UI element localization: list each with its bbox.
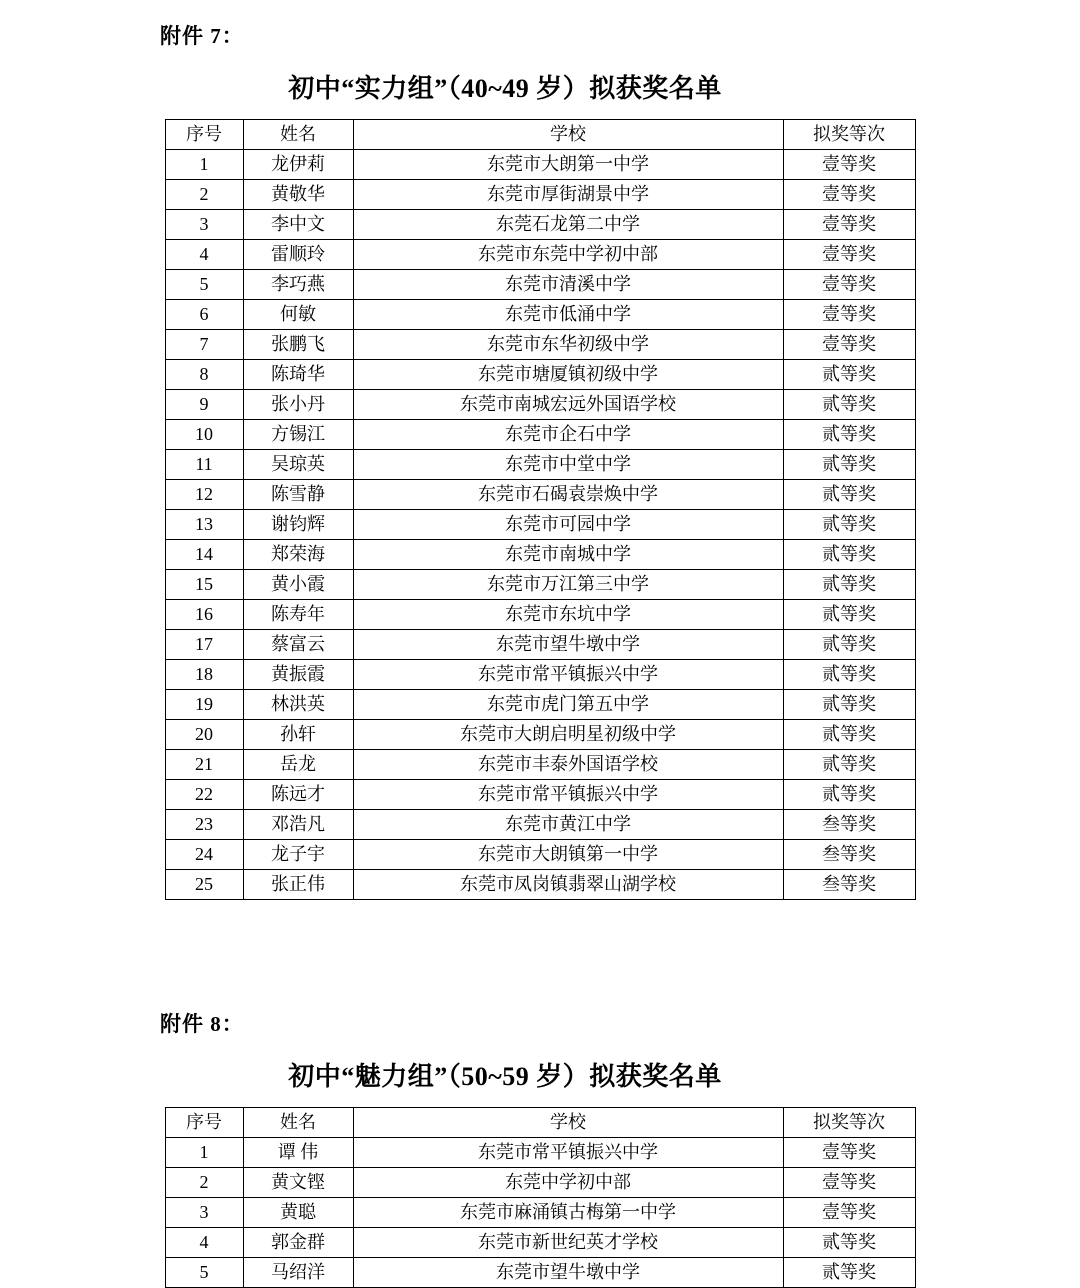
cell-award: 贰等奖 (783, 780, 915, 810)
cell-school: 东莞市凤岗镇翡翠山湖学校 (353, 870, 783, 900)
table-row (165, 540, 915, 570)
cell-index: 25 (165, 870, 243, 900)
column-header-name: 姓名 (243, 120, 353, 150)
cell-index: 3 (165, 210, 243, 240)
table-row (165, 690, 915, 720)
cell-award: 贰等奖 (783, 630, 915, 660)
cell-school: 东莞市可园中学 (353, 510, 783, 540)
column-header-award: 拟奖等次 (783, 1108, 915, 1138)
column-header-index: 序号 (165, 1108, 243, 1138)
cell-index: 16 (165, 600, 243, 630)
section-title-8: 初中“魅力组”（50~59 岁）拟获奖名单 (288, 1062, 722, 1091)
cell-name: 马绍洋 (243, 1258, 353, 1288)
cell-award: 贰等奖 (783, 1228, 915, 1258)
table-row (165, 1228, 915, 1258)
cell-index: 5 (165, 1258, 243, 1288)
cell-award: 贰等奖 (783, 600, 915, 630)
cell-index: 4 (165, 1228, 243, 1258)
cell-award: 壹等奖 (783, 180, 915, 210)
cell-index: 18 (165, 660, 243, 690)
cell-award: 壹等奖 (783, 270, 915, 300)
table-row (165, 510, 915, 540)
cell-award: 贰等奖 (783, 420, 915, 450)
table-body-8 (165, 1138, 915, 1288)
cell-award: 叁等奖 (783, 840, 915, 870)
cell-name: 陈寿年 (243, 600, 353, 630)
table-row (165, 210, 915, 240)
cell-award: 壹等奖 (783, 210, 915, 240)
cell-name: 张小丹 (243, 390, 353, 420)
cell-name: 黄小霞 (243, 570, 353, 600)
cell-award: 贰等奖 (783, 540, 915, 570)
table-row (165, 630, 915, 660)
column-header-index: 序号 (165, 120, 243, 150)
cell-name: 黄聪 (243, 1198, 353, 1228)
cell-award: 壹等奖 (783, 1138, 915, 1168)
cell-school: 东莞市大朗镇第一中学 (353, 840, 783, 870)
cell-index: 2 (165, 1168, 243, 1198)
cell-index: 5 (165, 270, 243, 300)
table-row (165, 330, 915, 360)
table-row (165, 1138, 915, 1168)
cell-name: 谭 伟 (243, 1138, 353, 1168)
cell-name: 龙伊莉 (243, 150, 353, 180)
table-row (165, 480, 915, 510)
table-row (165, 720, 915, 750)
cell-name: 郑荣海 (243, 540, 353, 570)
cell-name: 李巧燕 (243, 270, 353, 300)
cell-award: 壹等奖 (783, 150, 915, 180)
cell-index: 8 (165, 360, 243, 390)
cell-name: 岳龙 (243, 750, 353, 780)
cell-index: 21 (165, 750, 243, 780)
cell-index: 6 (165, 300, 243, 330)
cell-school: 东莞市望牛墩中学 (353, 630, 783, 660)
cell-award: 贰等奖 (783, 510, 915, 540)
table-row (165, 240, 915, 270)
table-row (165, 840, 915, 870)
cell-award: 贰等奖 (783, 390, 915, 420)
cell-award: 壹等奖 (783, 240, 915, 270)
cell-index: 2 (165, 180, 243, 210)
cell-name: 何敏 (243, 300, 353, 330)
cell-index: 22 (165, 780, 243, 810)
cell-name: 李中文 (243, 210, 353, 240)
table-row (165, 270, 915, 300)
cell-school: 东莞市东坑中学 (353, 600, 783, 630)
cell-school: 东莞市大朗第一中学 (353, 150, 783, 180)
table-row (165, 600, 915, 630)
cell-award: 壹等奖 (783, 1168, 915, 1198)
cell-index: 17 (165, 630, 243, 660)
cell-name: 孙轩 (243, 720, 353, 750)
table-row (165, 1168, 915, 1198)
cell-school: 东莞市清溪中学 (353, 270, 783, 300)
cell-name: 蔡富云 (243, 630, 353, 660)
table-row (165, 300, 915, 330)
cell-school: 东莞市常平镇振兴中学 (353, 1138, 783, 1168)
cell-award: 贰等奖 (783, 1258, 915, 1288)
cell-name: 陈雪静 (243, 480, 353, 510)
cell-index: 11 (165, 450, 243, 480)
cell-name: 谢钧辉 (243, 510, 353, 540)
column-header-name: 姓名 (243, 1108, 353, 1138)
cell-school: 东莞市低涌中学 (353, 300, 783, 330)
cell-name: 张鹏飞 (243, 330, 353, 360)
cell-award: 叁等奖 (783, 870, 915, 900)
table-row (165, 660, 915, 690)
cell-index: 19 (165, 690, 243, 720)
cell-school: 东莞市常平镇振兴中学 (353, 780, 783, 810)
cell-award: 贰等奖 (783, 570, 915, 600)
table-row (165, 870, 915, 900)
section-title-7: 初中“实力组”（40~49 岁）拟获奖名单 (288, 74, 722, 103)
cell-school: 东莞市厚街湖景中学 (353, 180, 783, 210)
column-header-award: 拟奖等次 (783, 120, 915, 150)
award-table-8 (165, 1107, 916, 1288)
cell-school: 东莞市黄江中学 (353, 810, 783, 840)
cell-award: 贰等奖 (783, 450, 915, 480)
table-header-row (165, 1108, 915, 1138)
cell-award: 贰等奖 (783, 690, 915, 720)
cell-school: 东莞市企石中学 (353, 420, 783, 450)
cell-index: 1 (165, 1138, 243, 1168)
cell-school: 东莞市虎门第五中学 (353, 690, 783, 720)
cell-school: 东莞中学初中部 (353, 1168, 783, 1198)
cell-name: 黄敬华 (243, 180, 353, 210)
cell-index: 14 (165, 540, 243, 570)
cell-index: 4 (165, 240, 243, 270)
column-header-school: 学校 (353, 1108, 783, 1138)
cell-name: 龙子宇 (243, 840, 353, 870)
cell-name: 雷顺玲 (243, 240, 353, 270)
cell-school: 东莞市大朗启明星初级中学 (353, 720, 783, 750)
cell-name: 张正伟 (243, 870, 353, 900)
attachment-label-8: 附件 8： (160, 1012, 244, 1036)
cell-name: 郭金群 (243, 1228, 353, 1258)
table-row (165, 810, 915, 840)
cell-school: 东莞市麻涌镇古梅第一中学 (353, 1198, 783, 1228)
cell-award: 贰等奖 (783, 360, 915, 390)
cell-award: 贰等奖 (783, 750, 915, 780)
table-row (165, 360, 915, 390)
cell-award: 壹等奖 (783, 1198, 915, 1228)
cell-award: 贰等奖 (783, 720, 915, 750)
cell-school: 东莞市中堂中学 (353, 450, 783, 480)
table-row (165, 1198, 915, 1228)
award-table-7 (165, 119, 916, 900)
table-row (165, 570, 915, 600)
cell-award: 贰等奖 (783, 480, 915, 510)
table-body-7 (165, 150, 915, 900)
cell-index: 1 (165, 150, 243, 180)
attachment-section-8 (0, 1008, 1080, 1288)
table-row (165, 150, 915, 180)
cell-name: 林洪英 (243, 690, 353, 720)
cell-school: 东莞市常平镇振兴中学 (353, 660, 783, 690)
cell-name: 陈琦华 (243, 360, 353, 390)
cell-index: 10 (165, 420, 243, 450)
cell-index: 3 (165, 1198, 243, 1228)
column-header-school: 学校 (353, 120, 783, 150)
cell-school: 东莞市塘厦镇初级中学 (353, 360, 783, 390)
cell-name: 黄文铿 (243, 1168, 353, 1198)
attachment-label-7: 附件 7： (160, 24, 244, 48)
cell-name: 吴琼英 (243, 450, 353, 480)
cell-award: 贰等奖 (783, 660, 915, 690)
table-row (165, 750, 915, 780)
table-row (165, 780, 915, 810)
cell-award: 叁等奖 (783, 810, 915, 840)
cell-school: 东莞市丰泰外国语学校 (353, 750, 783, 780)
cell-index: 9 (165, 390, 243, 420)
cell-index: 20 (165, 720, 243, 750)
cell-index: 7 (165, 330, 243, 360)
cell-school: 东莞市东华初级中学 (353, 330, 783, 360)
table-row (165, 180, 915, 210)
table-header-row (165, 120, 915, 150)
attachment-section-7 (0, 20, 1080, 900)
section-spacer (0, 900, 1080, 1008)
table-row (165, 450, 915, 480)
cell-index: 12 (165, 480, 243, 510)
cell-name: 方锡江 (243, 420, 353, 450)
cell-school: 东莞市南城宏远外国语学校 (353, 390, 783, 420)
cell-school: 东莞市东莞中学初中部 (353, 240, 783, 270)
cell-school: 东莞市新世纪英才学校 (353, 1228, 783, 1258)
cell-school: 东莞市望牛墩中学 (353, 1258, 783, 1288)
cell-school: 东莞市南城中学 (353, 540, 783, 570)
cell-name: 邓浩凡 (243, 810, 353, 840)
cell-name: 陈远才 (243, 780, 353, 810)
table-row (165, 1258, 915, 1288)
cell-school: 东莞市石碣袁崇焕中学 (353, 480, 783, 510)
cell-school: 东莞石龙第二中学 (353, 210, 783, 240)
cell-index: 13 (165, 510, 243, 540)
cell-index: 15 (165, 570, 243, 600)
cell-index: 23 (165, 810, 243, 840)
cell-award: 壹等奖 (783, 300, 915, 330)
cell-award: 壹等奖 (783, 330, 915, 360)
table-row (165, 390, 915, 420)
cell-index: 24 (165, 840, 243, 870)
cell-school: 东莞市万江第三中学 (353, 570, 783, 600)
cell-name: 黄振霞 (243, 660, 353, 690)
table-row (165, 420, 915, 450)
